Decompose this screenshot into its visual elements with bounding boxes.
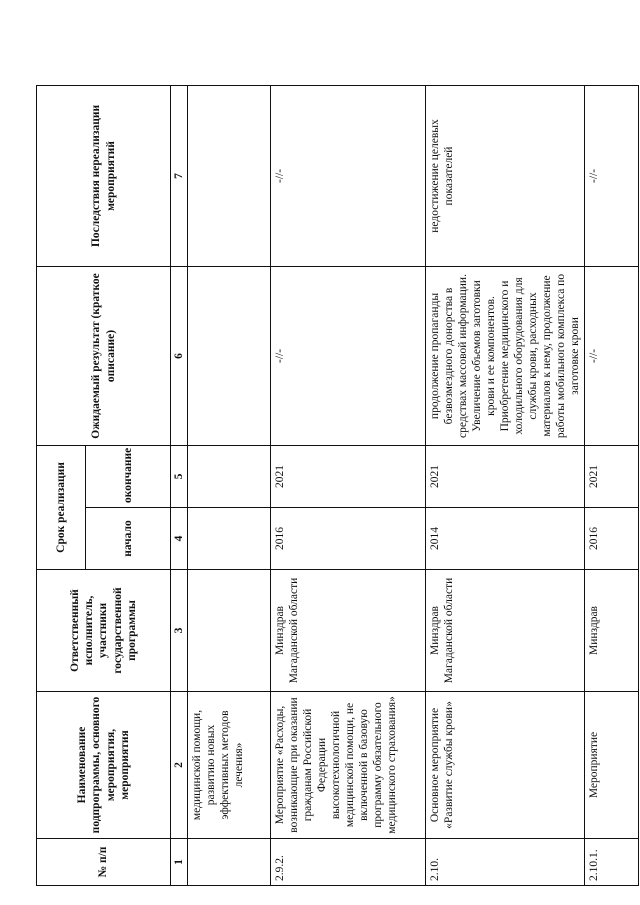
header-end: окончание [86, 445, 171, 507]
column-number: 3 [171, 570, 188, 692]
row-num [188, 839, 271, 886]
row-start: 2016 [585, 508, 639, 570]
row-result: -//- [585, 266, 639, 445]
row-name: Основное мероприятие «Развитие службы крови» [426, 692, 585, 839]
row-executor: Минздрав Магаданской области [271, 570, 426, 692]
row-consequences: -//- [271, 85, 426, 266]
header-consequences: Последствия нереализации мероприятий [37, 85, 171, 266]
row-consequences: -//- [585, 85, 639, 266]
column-number: 4 [171, 508, 188, 570]
table-row [585, 85, 639, 885]
header-num: № п/п [37, 839, 171, 886]
header-result: Ожидаемый результат (краткое описание) [37, 266, 171, 445]
column-number: 7 [171, 85, 188, 266]
table-row [271, 85, 426, 885]
row-result: -//- [271, 266, 426, 445]
row-consequences: недостижение целевых показателей [426, 85, 585, 266]
row-num: 2.10. [426, 839, 585, 886]
header-name: Наименование подпрограммы, основного мероприятия, мероприятия [37, 692, 171, 839]
row-end: 2021 [585, 445, 639, 507]
row-name: Мероприятие «Расходы, возникающие при оказании гражданам Российской Федерации высокотехнологичной медицинской помощи, не включенной в базовую программу обязательного медицинского страхования» [271, 692, 426, 839]
column-number: 5 [171, 445, 188, 507]
row-consequences [188, 85, 271, 266]
header-executor: Ответственный исполнитель, участники государственной программы [37, 570, 171, 692]
row-name: медицинской помощи, развитию новых эффективных методов лечения» [188, 692, 271, 839]
row-start [188, 508, 271, 570]
row-num: 2.9.2. [271, 839, 426, 886]
row-end: 2021 [271, 445, 426, 507]
row-result [188, 266, 271, 445]
row-end [188, 445, 271, 507]
row-start: 2016 [271, 508, 426, 570]
row-executor: Минздрав [585, 570, 639, 692]
rotated-table-sheet [36, 86, 601, 886]
header-period: Срок реализации [37, 445, 86, 569]
header-row [37, 85, 86, 885]
table-row [426, 85, 585, 885]
table-row [188, 85, 271, 885]
row-name: Мероприятие [585, 692, 639, 839]
row-result: продолжение пропаганды безвозмездного донорства в средствах массовой информации. Увеличение объемов заготовки крови и ее компонентов. Приобретение медицинского и холодильного оборудования для службы крови, расходных материалов к нему, продолжение работы мобильного комплекса по заготовке крови [426, 266, 585, 445]
program-events-table [36, 85, 639, 886]
row-num: 2.10.1. [585, 839, 639, 886]
header-start: начало [86, 508, 171, 570]
row-start: 2014 [426, 508, 585, 570]
row-executor [188, 570, 271, 692]
column-number: 1 [171, 839, 188, 886]
column-number-row [171, 85, 188, 885]
row-executor: Минздрав Магаданской области [426, 570, 585, 692]
row-end: 2021 [426, 445, 585, 507]
column-number: 6 [171, 266, 188, 445]
column-number: 2 [171, 692, 188, 839]
